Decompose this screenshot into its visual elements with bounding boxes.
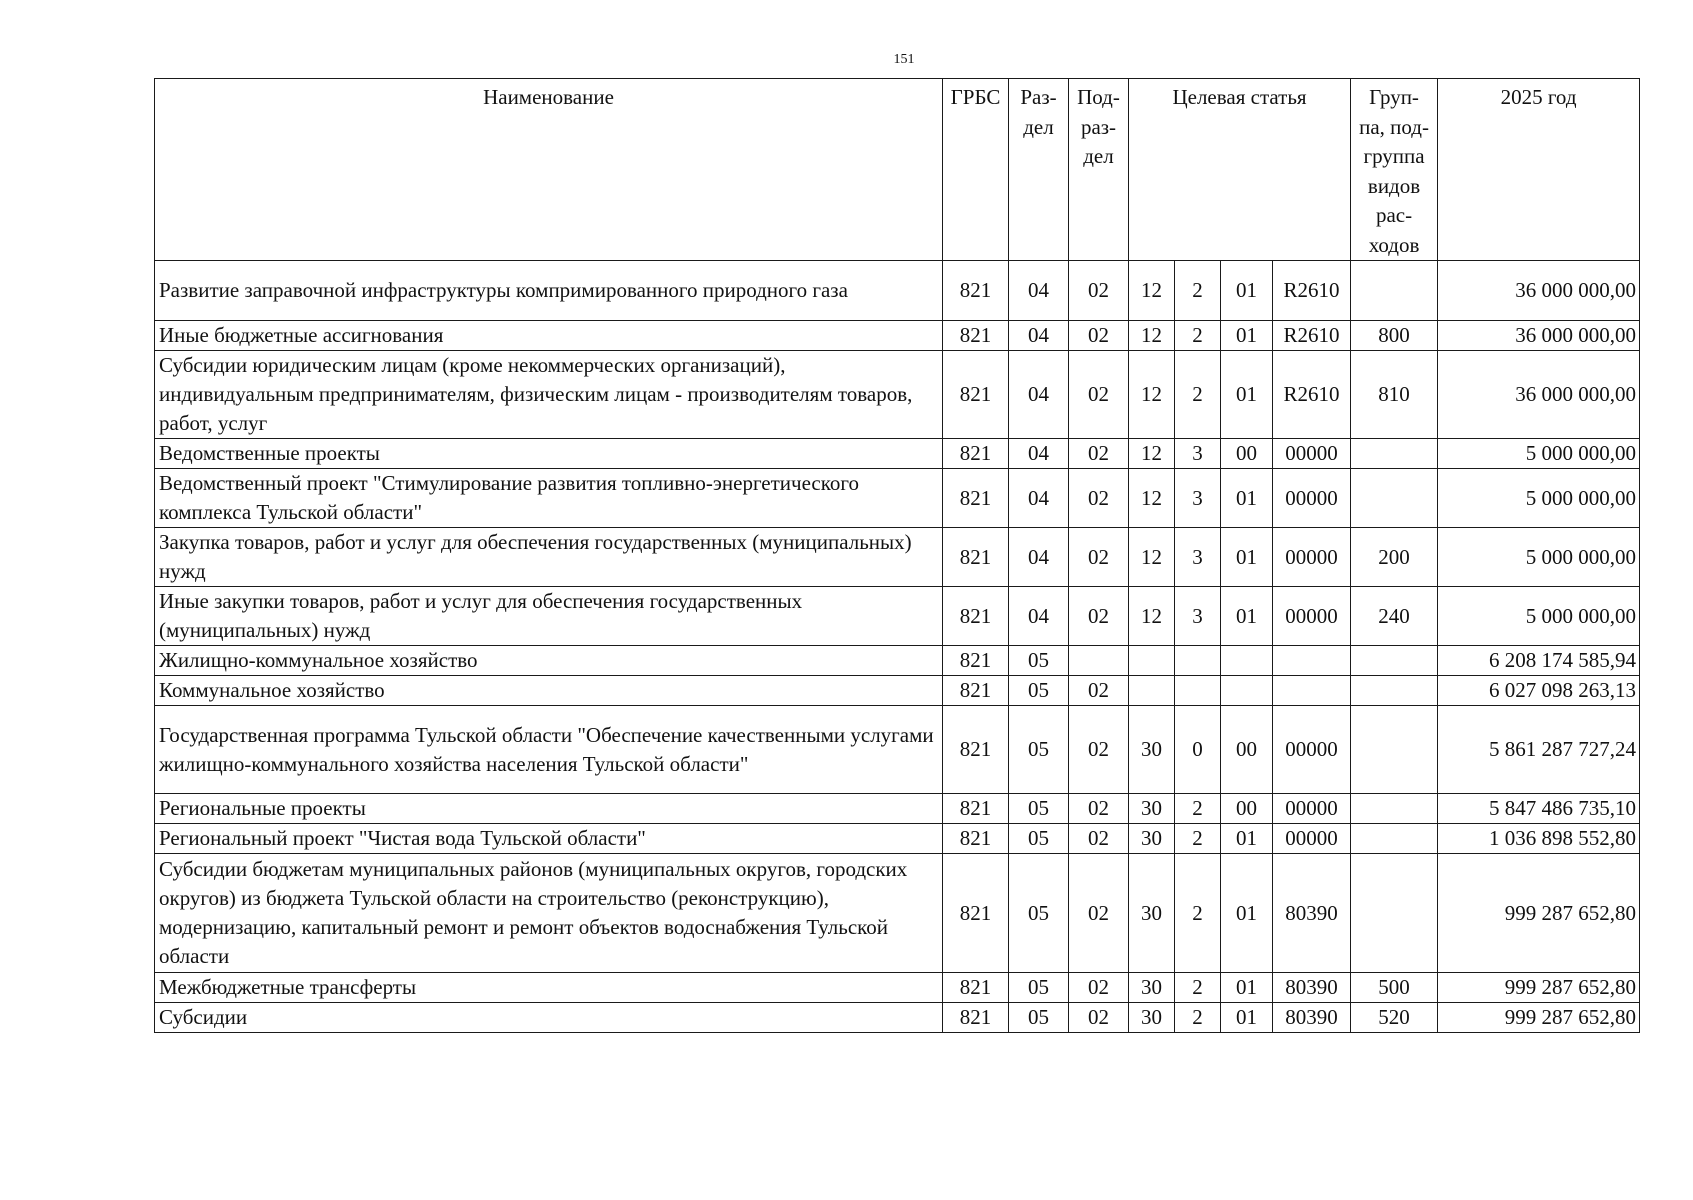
row-target-program: 30 <box>1129 706 1175 794</box>
table-row <box>155 321 1640 351</box>
header-razdel: Раз- дел <box>1009 79 1069 261</box>
row-expense-group: 810 <box>1351 351 1438 439</box>
row-target-direction: 00000 <box>1273 528 1351 587</box>
header-target-article: Целевая статья <box>1129 79 1351 261</box>
row-expense-group <box>1351 824 1438 854</box>
row-razdel: 05 <box>1009 646 1069 676</box>
row-name: Региональные проекты <box>155 794 943 824</box>
row-amount: 36 000 000,00 <box>1438 321 1640 351</box>
row-razdel: 05 <box>1009 1003 1069 1033</box>
row-podrazdel: 02 <box>1069 261 1129 321</box>
row-target-direction: R2610 <box>1273 321 1351 351</box>
row-target-direction: 00000 <box>1273 439 1351 469</box>
row-target-direction: 00000 <box>1273 706 1351 794</box>
row-podrazdel: 02 <box>1069 351 1129 439</box>
page-number: 151 <box>893 52 915 67</box>
row-razdel: 04 <box>1009 469 1069 528</box>
row-target-direction: R2610 <box>1273 351 1351 439</box>
row-expense-group <box>1351 261 1438 321</box>
row-podrazdel: 02 <box>1069 469 1129 528</box>
row-target-program: 12 <box>1129 321 1175 351</box>
row-name: Закупка товаров, работ и услуг для обеспечения государственных (муниципальных) нужд <box>155 528 943 587</box>
row-amount: 5 847 486 735,10 <box>1438 794 1640 824</box>
table-row <box>155 469 1640 528</box>
row-target-element: 01 <box>1221 351 1273 439</box>
row-grbs: 821 <box>943 528 1009 587</box>
budget-table <box>154 78 1640 1033</box>
table-row <box>155 351 1640 439</box>
row-amount: 5 000 000,00 <box>1438 587 1640 646</box>
row-target-direction: 80390 <box>1273 854 1351 973</box>
row-name: Развитие заправочной инфраструктуры компримированного природного газа <box>155 261 943 321</box>
row-amount: 5 000 000,00 <box>1438 528 1640 587</box>
header-year-2025: 2025 год <box>1438 79 1640 261</box>
row-target-type: 2 <box>1175 1003 1221 1033</box>
row-grbs: 821 <box>943 973 1009 1003</box>
row-amount: 999 287 652,80 <box>1438 1003 1640 1033</box>
table-row <box>155 973 1640 1003</box>
row-razdel: 05 <box>1009 854 1069 973</box>
row-target-type: 2 <box>1175 794 1221 824</box>
row-target-element: 01 <box>1221 824 1273 854</box>
row-target-element: 01 <box>1221 469 1273 528</box>
row-target-direction: 00000 <box>1273 587 1351 646</box>
row-target-program: 12 <box>1129 587 1175 646</box>
row-razdel: 04 <box>1009 321 1069 351</box>
row-target-element <box>1221 646 1273 676</box>
row-grbs: 821 <box>943 646 1009 676</box>
row-amount: 36 000 000,00 <box>1438 351 1640 439</box>
row-expense-group <box>1351 676 1438 706</box>
row-target-direction: 80390 <box>1273 1003 1351 1033</box>
row-target-element: 01 <box>1221 261 1273 321</box>
row-expense-group <box>1351 439 1438 469</box>
row-grbs: 821 <box>943 706 1009 794</box>
row-name: Коммунальное хозяйство <box>155 676 943 706</box>
row-target-type: 2 <box>1175 351 1221 439</box>
row-razdel: 05 <box>1009 973 1069 1003</box>
row-razdel: 04 <box>1009 587 1069 646</box>
row-razdel: 04 <box>1009 528 1069 587</box>
row-podrazdel: 02 <box>1069 321 1129 351</box>
row-target-element: 01 <box>1221 587 1273 646</box>
row-name: Иные закупки товаров, работ и услуг для обеспечения государственных (муниципальных) нужд <box>155 587 943 646</box>
row-razdel: 05 <box>1009 676 1069 706</box>
row-grbs: 821 <box>943 794 1009 824</box>
row-podrazdel: 02 <box>1069 439 1129 469</box>
row-podrazdel: 02 <box>1069 854 1129 973</box>
row-grbs: 821 <box>943 439 1009 469</box>
row-grbs: 821 <box>943 587 1009 646</box>
row-name: Жилищно-коммунальное хозяйство <box>155 646 943 676</box>
row-target-program <box>1129 646 1175 676</box>
row-razdel: 04 <box>1009 439 1069 469</box>
row-target-program: 12 <box>1129 261 1175 321</box>
row-target-direction: 00000 <box>1273 824 1351 854</box>
row-razdel: 05 <box>1009 794 1069 824</box>
row-podrazdel: 02 <box>1069 794 1129 824</box>
row-target-program: 12 <box>1129 528 1175 587</box>
row-target-program: 30 <box>1129 824 1175 854</box>
row-podrazdel: 02 <box>1069 1003 1129 1033</box>
row-target-type: 3 <box>1175 528 1221 587</box>
header-podrazdel: Под- раз- дел <box>1069 79 1129 261</box>
row-expense-group: 240 <box>1351 587 1438 646</box>
row-razdel: 05 <box>1009 824 1069 854</box>
row-target-type: 2 <box>1175 824 1221 854</box>
table-row <box>155 706 1640 794</box>
header-grbs: ГРБС <box>943 79 1009 261</box>
row-expense-group <box>1351 469 1438 528</box>
row-razdel: 04 <box>1009 261 1069 321</box>
row-amount: 999 287 652,80 <box>1438 973 1640 1003</box>
row-target-program: 12 <box>1129 351 1175 439</box>
row-grbs: 821 <box>943 469 1009 528</box>
table-row <box>155 794 1640 824</box>
row-grbs: 821 <box>943 351 1009 439</box>
row-amount: 5 861 287 727,24 <box>1438 706 1640 794</box>
row-grbs: 821 <box>943 824 1009 854</box>
row-name: Субсидии <box>155 1003 943 1033</box>
row-expense-group <box>1351 706 1438 794</box>
row-grbs: 821 <box>943 321 1009 351</box>
row-target-type: 2 <box>1175 854 1221 973</box>
row-target-direction: 00000 <box>1273 469 1351 528</box>
row-podrazdel: 02 <box>1069 706 1129 794</box>
row-target-element <box>1221 676 1273 706</box>
row-target-element: 01 <box>1221 321 1273 351</box>
row-target-direction <box>1273 646 1351 676</box>
row-target-program: 30 <box>1129 854 1175 973</box>
row-name: Субсидии юридическим лицам (кроме некоммерческих организаций), индивидуальным предпринимателям, физическим лицам - производителям товаров, работ, услуг <box>155 351 943 439</box>
row-target-program: 12 <box>1129 439 1175 469</box>
row-target-direction: R2610 <box>1273 261 1351 321</box>
row-amount: 1 036 898 552,80 <box>1438 824 1640 854</box>
row-name: Межбюджетные трансферты <box>155 973 943 1003</box>
row-amount: 6 027 098 263,13 <box>1438 676 1640 706</box>
row-grbs: 821 <box>943 1003 1009 1033</box>
row-podrazdel: 02 <box>1069 824 1129 854</box>
row-target-type: 3 <box>1175 469 1221 528</box>
row-target-element: 00 <box>1221 439 1273 469</box>
header-expense-group: Груп- па, под- группа видов рас- ходов <box>1351 79 1438 261</box>
row-expense-group: 800 <box>1351 321 1438 351</box>
row-target-type: 0 <box>1175 706 1221 794</box>
row-name: Субсидии бюджетам муниципальных районов (муниципальных округов, городских округов) из бюджета Тульской области на строительство (реконструкцию), модернизацию, капитальный ремонт и ремонт объектов водоснабжения Тульской области <box>155 854 943 973</box>
table-row <box>155 261 1640 321</box>
row-expense-group <box>1351 646 1438 676</box>
table-row <box>155 587 1640 646</box>
row-razdel: 04 <box>1009 351 1069 439</box>
row-target-type: 2 <box>1175 973 1221 1003</box>
table-row <box>155 824 1640 854</box>
table-row <box>155 854 1640 973</box>
row-name: Иные бюджетные ассигнования <box>155 321 943 351</box>
row-expense-group: 520 <box>1351 1003 1438 1033</box>
table-row <box>155 676 1640 706</box>
row-target-type: 3 <box>1175 439 1221 469</box>
row-target-program: 12 <box>1129 469 1175 528</box>
row-expense-group: 500 <box>1351 973 1438 1003</box>
row-grbs: 821 <box>943 676 1009 706</box>
row-target-program: 30 <box>1129 794 1175 824</box>
row-podrazdel: 02 <box>1069 587 1129 646</box>
row-amount: 5 000 000,00 <box>1438 439 1640 469</box>
row-expense-group: 200 <box>1351 528 1438 587</box>
row-target-direction: 00000 <box>1273 794 1351 824</box>
row-name: Ведомственный проект "Стимулирование развития топливно-энергетического комплекса Тульской области" <box>155 469 943 528</box>
row-podrazdel: 02 <box>1069 676 1129 706</box>
row-podrazdel: 02 <box>1069 973 1129 1003</box>
row-target-type: 2 <box>1175 321 1221 351</box>
table-row <box>155 1003 1640 1033</box>
row-target-type: 2 <box>1175 261 1221 321</box>
row-razdel: 05 <box>1009 706 1069 794</box>
row-amount: 999 287 652,80 <box>1438 854 1640 973</box>
row-target-type <box>1175 676 1221 706</box>
row-amount: 5 000 000,00 <box>1438 469 1640 528</box>
row-target-element: 00 <box>1221 706 1273 794</box>
row-podrazdel: 02 <box>1069 528 1129 587</box>
row-target-program: 30 <box>1129 1003 1175 1033</box>
row-target-element: 00 <box>1221 794 1273 824</box>
row-name: Региональный проект "Чистая вода Тульской области" <box>155 824 943 854</box>
header-name: Наименование <box>155 79 943 261</box>
table-row <box>155 646 1640 676</box>
row-amount: 36 000 000,00 <box>1438 261 1640 321</box>
row-target-element: 01 <box>1221 1003 1273 1033</box>
row-target-type <box>1175 646 1221 676</box>
row-target-program: 30 <box>1129 973 1175 1003</box>
row-amount: 6 208 174 585,94 <box>1438 646 1640 676</box>
row-name: Ведомственные проекты <box>155 439 943 469</box>
row-podrazdel <box>1069 646 1129 676</box>
row-target-element: 01 <box>1221 854 1273 973</box>
table-header <box>155 79 1640 261</box>
row-target-direction <box>1273 676 1351 706</box>
header-row <box>155 79 1640 261</box>
row-expense-group <box>1351 854 1438 973</box>
row-name: Государственная программа Тульской области "Обеспечение качественными услугами жилищно-коммунального хозяйства населения Тульской области" <box>155 706 943 794</box>
table-body <box>155 261 1640 1033</box>
table-row <box>155 528 1640 587</box>
row-target-element: 01 <box>1221 528 1273 587</box>
row-grbs: 821 <box>943 854 1009 973</box>
row-grbs: 821 <box>943 261 1009 321</box>
row-expense-group <box>1351 794 1438 824</box>
row-target-type: 3 <box>1175 587 1221 646</box>
row-target-direction: 80390 <box>1273 973 1351 1003</box>
row-target-element: 01 <box>1221 973 1273 1003</box>
table-row <box>155 439 1640 469</box>
row-target-program <box>1129 676 1175 706</box>
